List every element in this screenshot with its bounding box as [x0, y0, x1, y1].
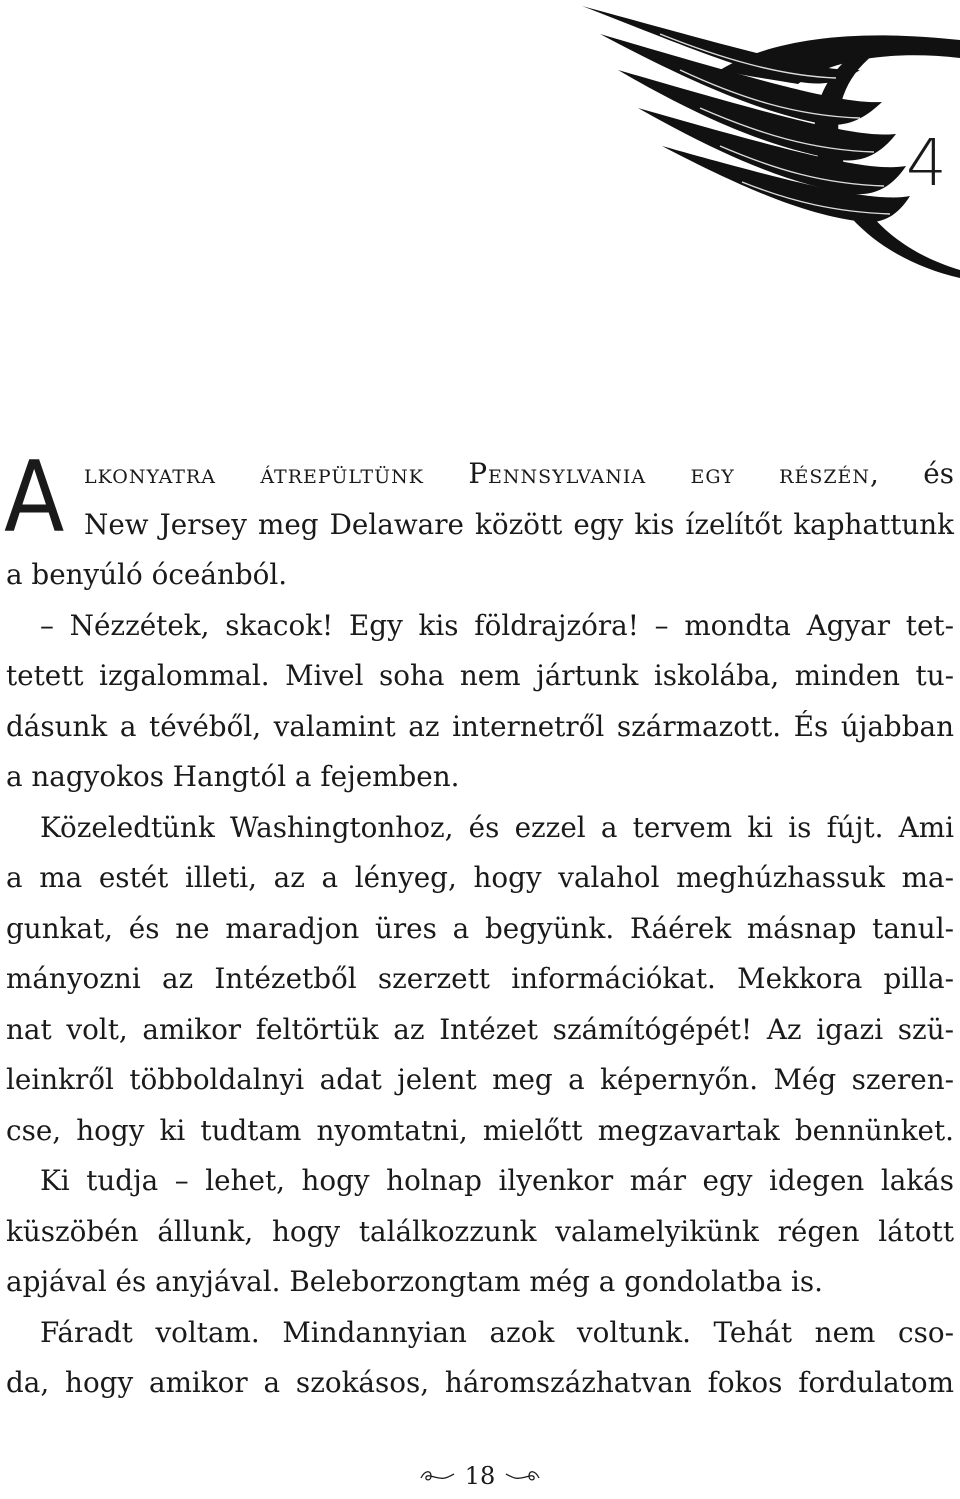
body-line-5: tetett izgalommal. Mivel soha nem jártunk iskolába, minden tu- — [6, 659, 954, 692]
wing-ornament-icon — [560, 0, 960, 290]
body-line-17: apjával és anyjával. Beleborzongtam még a gondolatba is. — [6, 1265, 823, 1298]
drop-cap: A — [4, 441, 65, 555]
chapter-number: 4 — [906, 127, 947, 201]
opening-rest: és — [923, 457, 954, 490]
body-line-8: Közeledtünk Washingtonhoz, és ezzel a tervem ki is fújt. Ami — [40, 811, 954, 844]
body-line-7: a nagyokos Hangtól a fejemben. — [6, 760, 460, 793]
body-line-1 — [84, 448, 954, 500]
body-line-10: gunkat, és ne maradjon üres a begyünk. Ráérek másnap tanul- — [6, 912, 954, 945]
page-number: 18 — [464, 1462, 496, 1490]
body-line-4: – Nézzétek, skacok! Egy kis földrajzóra! – mondta Agyar tet- — [40, 609, 954, 642]
body-line-18: Fáradt voltam. Mindannyian azok voltunk. Tehát nem cso- — [40, 1316, 954, 1349]
body-line-14: cse, hogy ki tudtam nyomtatni, mielőtt megzavartak bennünket. — [6, 1114, 954, 1147]
body-line-15: Ki tudja – lehet, hogy holnap ilyenkor már egy idegen lakás — [40, 1164, 954, 1197]
body-line-3: a benyúló óceánból. — [6, 558, 288, 591]
body-line-19: da, hogy amikor a szokásos, háromszázhatvan fokos fordulatom — [6, 1366, 954, 1399]
body-line-12: nat volt, amikor feltörtük az Intézet számítógépét! Az igazi szü- — [6, 1013, 954, 1046]
right-flourish-icon — [505, 1466, 541, 1486]
body-line-2: New Jersey meg Delaware között egy kis ízelítőt kaphattunk — [84, 508, 954, 541]
body-line-13: leinkről többoldalnyi adat jelent meg a képernyőn. Még szeren- — [6, 1063, 954, 1096]
left-flourish-icon — [419, 1466, 455, 1486]
body-line-9: a ma estét illeti, az a lényeg, hogy valahol meghúzhassuk ma- — [6, 861, 954, 894]
opening-smallcaps: lkonyatra átrepültünk Pennsylvania egy részén, — [84, 457, 880, 490]
page-footer — [410, 1459, 550, 1493]
body-line-6: dásunk a tévéből, valamint az internetről származott. És újabban — [6, 710, 954, 743]
body-line-11: mányozni az Intézetből szerzett információkat. Mekkora pilla- — [6, 962, 954, 995]
body-line-16: küszöbén állunk, hogy találkozzunk valamelyikünk régen látott — [6, 1215, 954, 1248]
